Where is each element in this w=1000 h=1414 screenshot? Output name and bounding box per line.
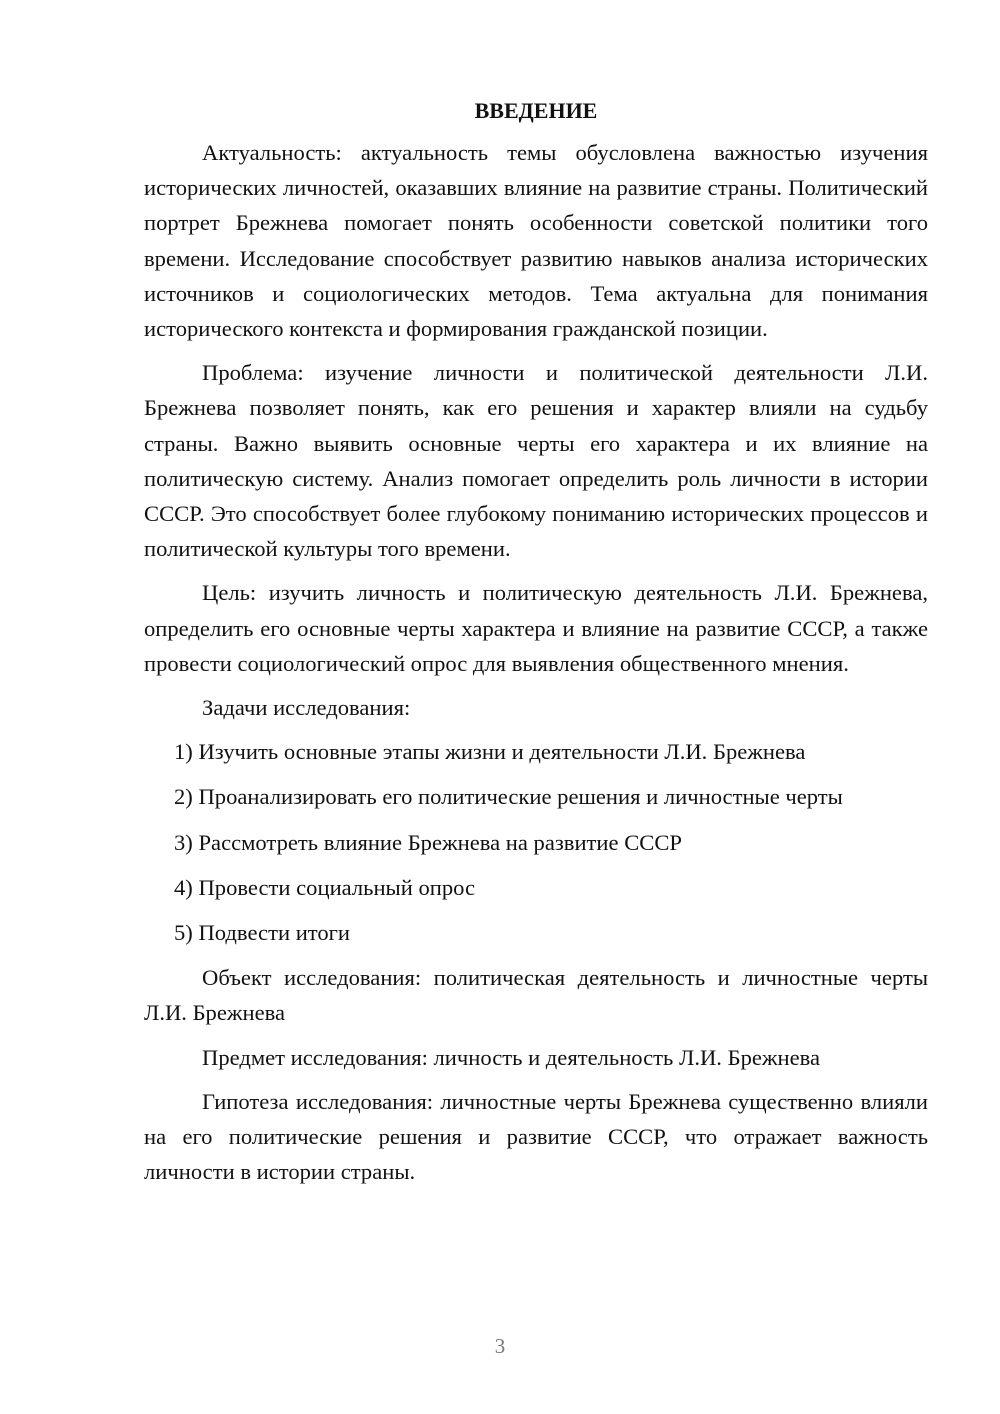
object-paragraph: Объект исследования: политическая деятельность и личностные черты Л.И. Брежнева [144,965,928,1026]
page-number: 3 [494,1334,506,1358]
task-item: 1) Изучить основные этапы жизни и деятельности Л.И. Брежнева [174,739,806,765]
hypothesis-paragraph: Гипотеза исследования: личностные черты Брежнева существенно влияли на его политические решения и развитие СССР, что отражает важность личности в истории страны. [144,1088,928,1185]
tasks-list [144,734,928,950]
page-title: ВВЕДЕНИЕ [474,98,598,123]
problem-paragraph: Проблема: изучение личности и политической деятельности Л.И. Брежнева позволяет понять, как его решения и характер влияли на судьбу страны. Важно выявить основные черты его характера и их влияние на политическую систему. Анализ помогает определить роль личности в истории СССР. Это способствует более глубокому пониманию исторических процессов и политической культуры того времени. [144,360,928,562]
document-page [144,96,928,1198]
tasks-heading: Задачи исследования: [202,695,411,721]
goal-paragraph: Цель: изучить личность и политическую деятельность Л.И. Брежнева, определить его основные черты характера и влияние на развитие СССР, а также провести социологический опрос для выявления общественного мнения. [144,580,928,676]
relevance-paragraph: Актуальность: актуальность темы обусловлена важностью изучения исторических личностей, оказавших влияние на развитие страны. Политический портрет Брежнева помогает понять особенности советской политики того времени. Исследование способствует развитию навыков анализа исторических источников и социологических методов. Тема актуальна для понимания исторического контекста и формирования гражданской позиции. [144,140,928,342]
task-item: 5) Подвести итоги [174,920,351,946]
subject-paragraph: Предмет исследования: личность и деятельность Л.И. Брежнева [202,1044,821,1070]
task-item: 2) Проанализировать его политические решения и личностные черты [174,784,843,810]
task-item: 3) Рассмотреть влияние Брежнева на развитие СССР [174,829,682,855]
task-item: 4) Провести социальный опрос [174,874,476,900]
